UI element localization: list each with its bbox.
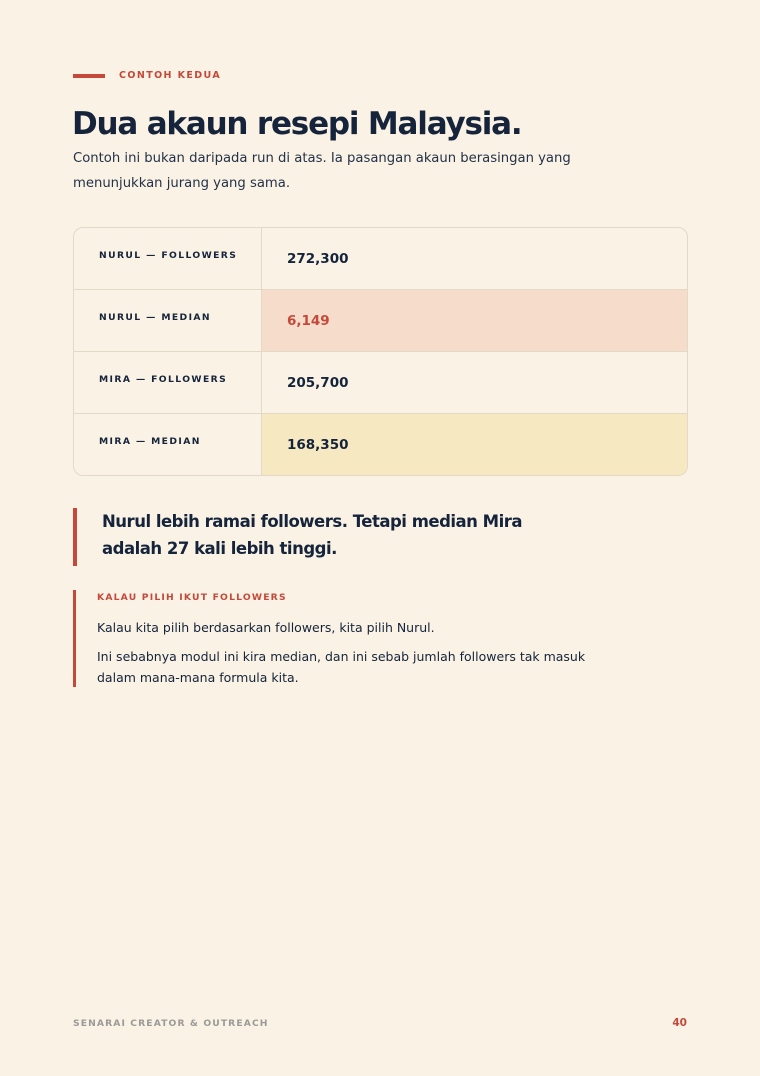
- row-label: NURUL — MEDIAN: [74, 290, 262, 351]
- footer-title: SENARAI CREATOR & OUTREACH: [73, 1018, 269, 1029]
- page-subtitle: Contoh ini bukan daripada run di atas. Ia pasangan akaun berasingan yang menunjukkan jurang yang sama.: [73, 151, 571, 191]
- table-row: [74, 352, 687, 414]
- row-value: 205,700: [287, 374, 349, 391]
- callout-paragraph: Kalau kita pilih berdasarkan followers, kita pilih Nurul.: [97, 620, 435, 635]
- row-value-highlight-warn: 6,149: [262, 290, 687, 351]
- table-row: [74, 290, 687, 352]
- callout-paragraph: Ini sebabnya modul ini kira median, dan ini sebab jumlah followers tak masuk dalam mana-mana formula kita.: [97, 649, 586, 685]
- row-label: NURUL — FOLLOWERS: [74, 228, 262, 289]
- page-title: Dua akaun resepi Malaysia.: [72, 106, 522, 142]
- section-eyebrow: [73, 70, 221, 81]
- pull-quote: [73, 508, 572, 566]
- callout-box: [73, 590, 587, 687]
- table-row: [74, 228, 687, 290]
- table-row: [74, 414, 687, 475]
- pull-quote-text: Nurul lebih ramai followers. Tetapi median Mira adalah 27 kali lebih tinggi.: [102, 512, 523, 558]
- page-number: 40: [672, 1017, 687, 1029]
- eyebrow-accent-bar: [73, 74, 105, 78]
- comparison-table: [73, 227, 688, 476]
- row-value-highlight-good: 168,350: [262, 414, 687, 475]
- row-label: MIRA — FOLLOWERS: [74, 352, 262, 413]
- callout-label: KALAU PILIH IKUT FOLLOWERS: [97, 592, 287, 603]
- eyebrow-label: CONTOH KEDUA: [119, 70, 222, 81]
- row-value: 272,300: [287, 250, 349, 267]
- row-label: MIRA — MEDIAN: [74, 414, 262, 475]
